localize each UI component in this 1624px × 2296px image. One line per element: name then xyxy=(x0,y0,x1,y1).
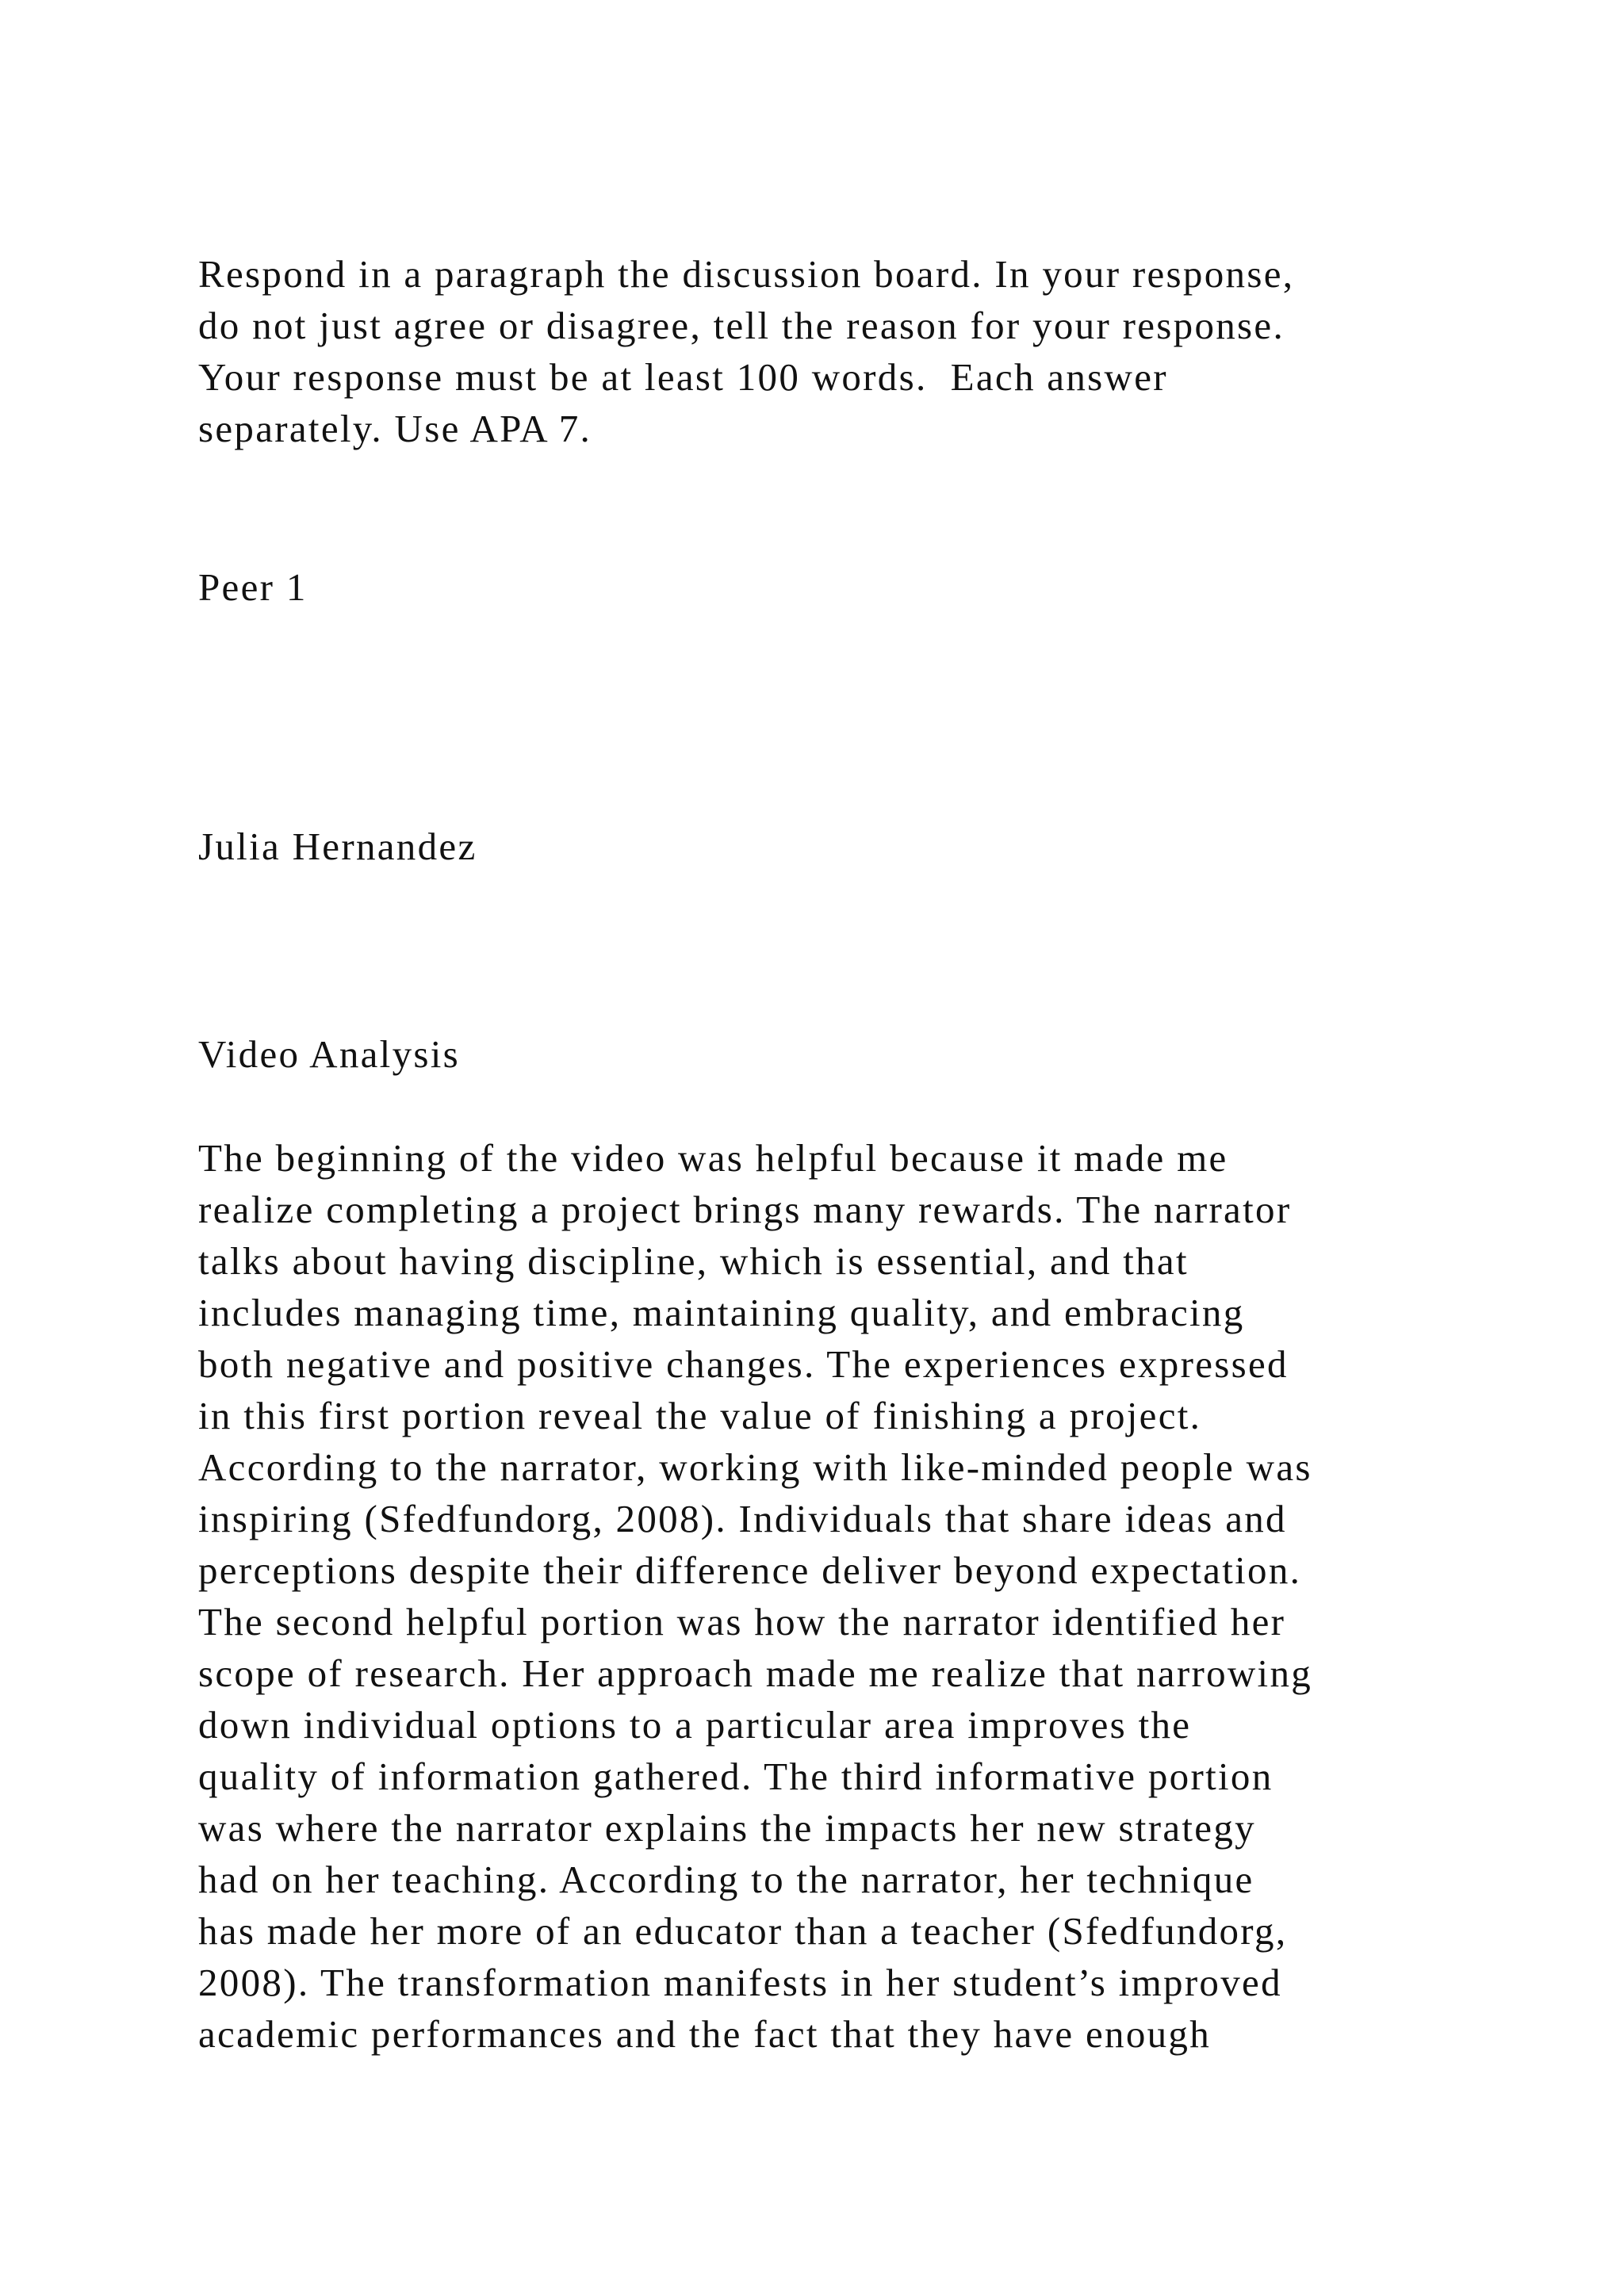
body-line: in this first portion reveal the value of finishing a project. xyxy=(198,1394,1202,1437)
body-line: According to the narrator, working with like-minded people was xyxy=(198,1445,1312,1489)
body-line: The second helpful portion was how the narrator identified her xyxy=(198,1600,1286,1644)
body-line: was where the narrator explains the impacts her new strategy xyxy=(198,1806,1256,1850)
instruction-line: do not just agree or disagree, tell the reason for your response. xyxy=(198,304,1285,347)
body-line: The beginning of the video was helpful because it made me xyxy=(198,1136,1228,1180)
body-line: talks about having discipline, which is essential, and that xyxy=(198,1239,1189,1283)
body-line: inspiring (Sfedfundorg, 2008). Individuals that share ideas and xyxy=(198,1497,1287,1540)
body-line: includes managing time, maintaining quality, and embracing xyxy=(198,1291,1245,1334)
section-heading: Video Analysis xyxy=(198,1032,461,1076)
body-line: quality of information gathered. The third informative portion xyxy=(198,1755,1274,1798)
peer-label: Peer 1 xyxy=(198,565,308,609)
body-line: had on her teaching. According to the narrator, her technique xyxy=(198,1858,1254,1901)
body-line: perceptions despite their difference deliver beyond expectation. xyxy=(198,1548,1302,1592)
author-name: Julia Hernandez xyxy=(198,825,477,868)
body-line: scope of research. Her approach made me realize that narrowing xyxy=(198,1651,1313,1695)
instruction-line: Respond in a paragraph the discussion board. In your response, xyxy=(198,252,1295,296)
instruction-line: Your response must be at least 100 words. Each answer xyxy=(198,355,1168,399)
instruction-line: separately. Use APA 7. xyxy=(198,407,592,450)
body-line: realize completing a project brings many rewards. The narrator xyxy=(198,1188,1292,1231)
body-line: 2008). The transformation manifests in her student’s improved xyxy=(198,1961,1282,2004)
body-line: has made her more of an educator than a teacher (Sfedfundorg, xyxy=(198,1909,1288,1953)
body-line: down individual options to a particular area improves the xyxy=(198,1703,1192,1747)
body-line: academic performances and the fact that they have enough xyxy=(198,2012,1212,2056)
body-line: both negative and positive changes. The experiences expressed xyxy=(198,1342,1289,1386)
